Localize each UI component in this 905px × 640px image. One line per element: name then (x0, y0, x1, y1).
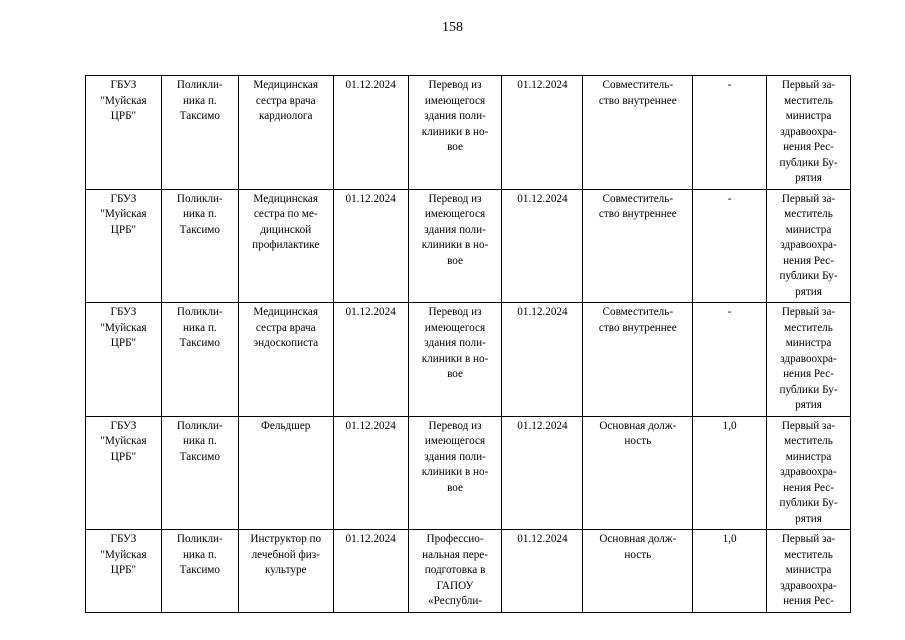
date-cell: 01.12.2024 (502, 530, 583, 613)
reason-cell: Перевод из имеющегося здания поли- клиники в но- вое (408, 76, 502, 190)
position-cell: Медицинская сестра по ме- дицинской профилактике (238, 189, 333, 303)
table-row (86, 303, 851, 417)
position-cell: Медицинская сестра врача кардиолога (238, 76, 333, 190)
unit-cell: Поликли- ника п. Таксимо (161, 303, 238, 417)
employment-cell: Совместитель- ство внутреннее (583, 303, 693, 417)
date-cell: 01.12.2024 (333, 530, 408, 613)
position-cell: Инструктор по лечебной физ- культуре (238, 530, 333, 613)
unit-cell: Поликли- ника п. Таксимо (161, 76, 238, 190)
rate-cell: 1,0 (693, 416, 767, 530)
date-cell: 01.12.2024 (333, 303, 408, 417)
org-cell: ГБУЗ "Муйская ЦРБ" (86, 76, 162, 190)
org-cell: ГБУЗ "Муйская ЦРБ" (86, 416, 162, 530)
approver-cell: Первый за- меститель министра здравоохра- нения Рес- публики Бу- рятия (767, 303, 851, 417)
unit-cell: Поликли- ника п. Таксимо (161, 416, 238, 530)
rate-cell: 1,0 (693, 530, 767, 613)
staffing-table (85, 75, 851, 613)
employment-cell: Совместитель- ство внутреннее (583, 189, 693, 303)
approver-cell: Первый за- меститель министра здравоохра- нения Рес- публики Бу- рятия (767, 76, 851, 190)
approver-cell: Первый за- меститель министра здравоохра- нения Рес- публики Бу- рятия (767, 189, 851, 303)
date-cell: 01.12.2024 (333, 76, 408, 190)
reason-cell: Перевод из имеющегося здания поли- клиники в но- вое (408, 303, 502, 417)
employment-cell: Совместитель- ство внутреннее (583, 76, 693, 190)
unit-cell: Поликли- ника п. Таксимо (161, 189, 238, 303)
date-cell: 01.12.2024 (502, 303, 583, 417)
page-number: 158 (442, 20, 463, 35)
approver-cell: Первый за- меститель министра здравоохра- нения Рес- публики Бу- рятия (767, 416, 851, 530)
position-cell: Фельдшер (238, 416, 333, 530)
table-viewport (85, 75, 851, 607)
table-row (86, 76, 851, 190)
date-cell: 01.12.2024 (502, 189, 583, 303)
position-cell: Медицинская сестра врача эндоскописта (238, 303, 333, 417)
unit-cell: Поликли- ника п. Таксимо (161, 530, 238, 613)
table-row (86, 530, 851, 613)
date-cell: 01.12.2024 (333, 189, 408, 303)
approver-cell: Первый за- меститель министра здравоохра- нения Рес- (767, 530, 851, 613)
employment-cell: Основная долж- ность (583, 530, 693, 613)
reason-cell: Перевод из имеющегося здания поли- клиники в но- вое (408, 416, 502, 530)
date-cell: 01.12.2024 (333, 416, 408, 530)
date-cell: 01.12.2024 (502, 416, 583, 530)
org-cell: ГБУЗ "Муйская ЦРБ" (86, 303, 162, 417)
employment-cell: Основная долж- ность (583, 416, 693, 530)
rate-cell: - (693, 189, 767, 303)
reason-cell: Профессио- нальная пере- подготовка в ГАПОУ «Республи- (408, 530, 502, 613)
reason-cell: Перевод из имеющегося здания поли- клиники в но- вое (408, 189, 502, 303)
org-cell: ГБУЗ "Муйская ЦРБ" (86, 189, 162, 303)
table-row (86, 189, 851, 303)
rate-cell: - (693, 303, 767, 417)
rate-cell: - (693, 76, 767, 190)
table-row (86, 416, 851, 530)
org-cell: ГБУЗ "Муйская ЦРБ" (86, 530, 162, 613)
date-cell: 01.12.2024 (502, 76, 583, 190)
